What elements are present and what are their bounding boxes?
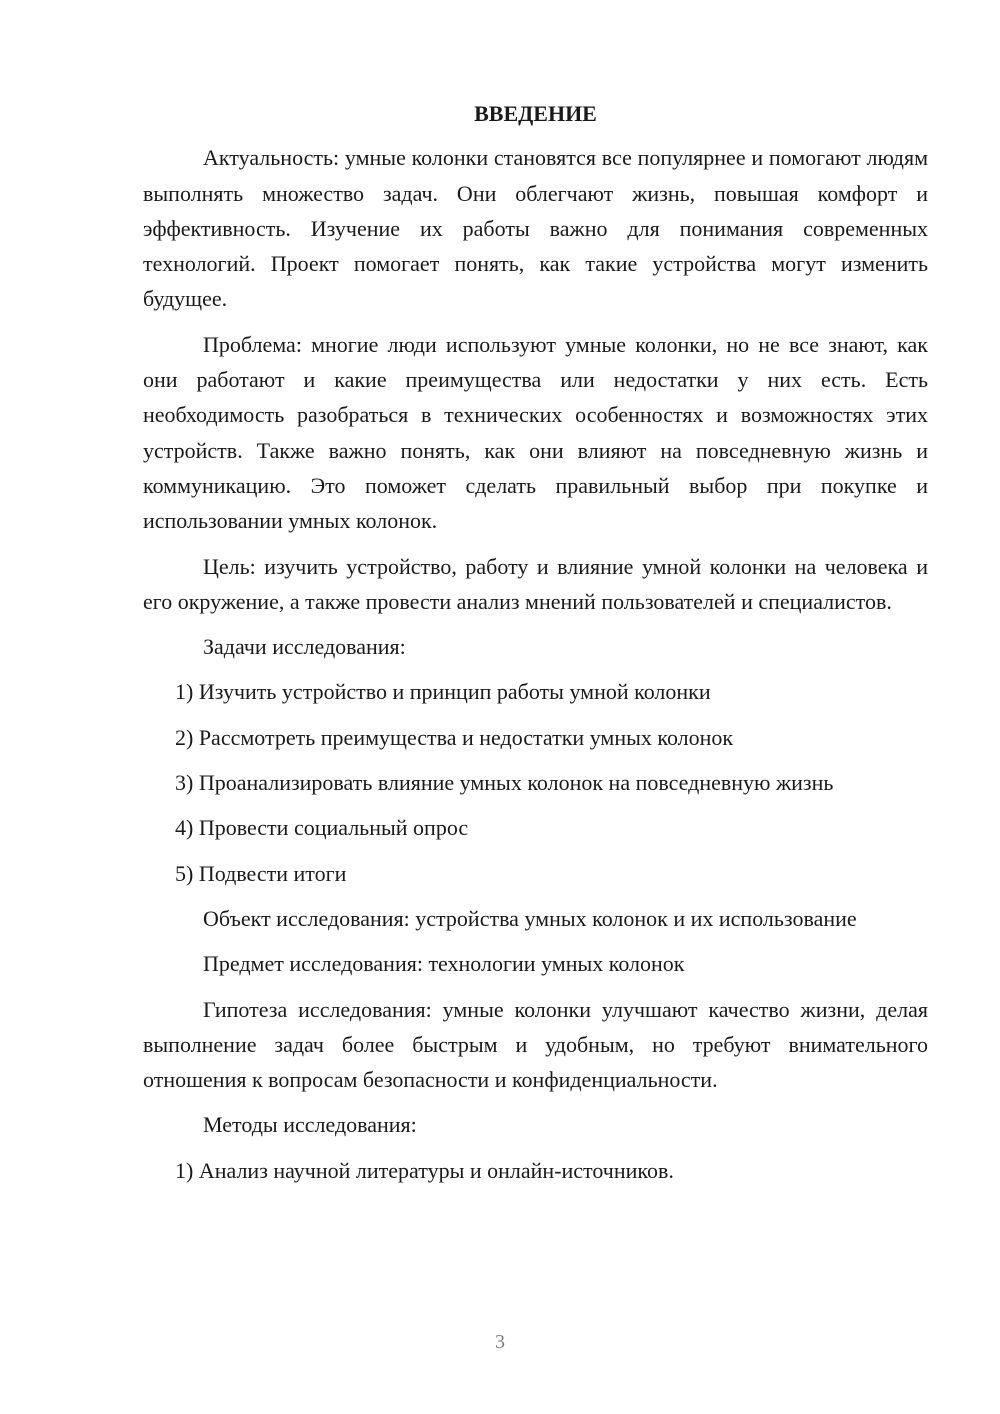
methods-heading: Методы исследования: — [203, 1112, 417, 1138]
relevance-paragraph: Актуальность: умные колонки становятся все популярнее и помогают людям выполнять множество задач. Они облегчают жизнь, повышая комфорт и эффективность. Изучение их работы важно для понимания современных технологий. Проект помогает понять, как такие устройства могут изменить будущее. — [143, 145, 928, 312]
goal-paragraph: Цель: изучить устройство, работу и влияние умной колонки на человека и его окружение, а также провести анализ мнений пользователей и специалистов. — [143, 553, 928, 614]
hypothesis-paragraph: Гипотеза исследования: умные колонки улучшают качество жизни, делая выполнение задач более быстрым и удобным, но требуют внимательного отношения к вопросам безопасности и конфиденциальности. — [143, 996, 928, 1093]
document-body — [143, 96, 928, 1198]
task-item: 5) Подвести итоги — [175, 860, 347, 886]
task-item: 2) Рассмотреть преимущества и недостатки умных колонок — [175, 724, 734, 750]
task-item: 3) Проанализировать влияние умных колонок на повседневную жизнь — [175, 770, 834, 796]
object-paragraph: Объект исследования: устройства умных колонок и их использование — [203, 905, 857, 931]
problem-paragraph: Проблема: многие люди используют умные колонки, но не все знают, как они работают и какие преимущества или недостатки у них есть. Есть необходимость разобраться в технических особенностях и возможностях этих устройств. Также важно понять, как они влияют на повседневную жизнь и коммуникацию. Это поможет сделать правильный выбор при покупке и использовании умных колонок. — [143, 331, 928, 534]
page-number: 3 — [495, 1331, 505, 1353]
task-item: 1) Изучить устройство и принцип работы умной колонки — [175, 679, 711, 705]
subject-paragraph: Предмет исследования: технологии умных колонок — [203, 951, 685, 977]
task-item: 4) Провести социальный опрос — [175, 815, 469, 841]
method-item: 1) Анализ научной литературы и онлайн-источников. — [175, 1157, 674, 1183]
section-title: ВВЕДЕНИЕ — [474, 101, 597, 126]
tasks-heading: Задачи исследования: — [203, 634, 406, 660]
